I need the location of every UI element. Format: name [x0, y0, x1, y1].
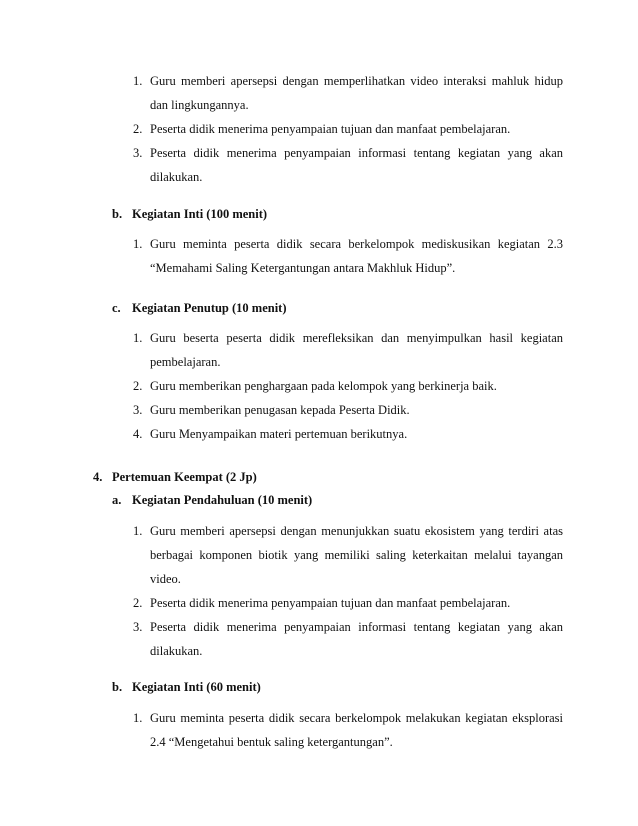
section-title: Kegiatan Pendahuluan (10 menit) — [132, 493, 313, 507]
list-item-text: Guru Menyampaikan materi pertemuan berikutnya. — [150, 427, 408, 441]
list-item-text: Guru memberikan penghargaan pada kelompok yang berkinerja baik. — [150, 379, 497, 393]
section-title: Kegiatan Penutup (10 menit) — [132, 301, 287, 315]
meeting-title: Pertemuan Keempat (2 Jp) — [112, 470, 257, 484]
list-item-text: Peserta didik menerima penyampaian informasi tentang kegiatan yang akan dilakukan. — [150, 146, 563, 184]
section-letter: a. — [112, 493, 122, 507]
list-item-number: 1. — [133, 237, 143, 251]
list-item-text: Guru memberikan penugasan kepada Peserta Didik. — [150, 403, 410, 417]
list-item-number: 2. — [133, 596, 143, 610]
list-item — [133, 519, 563, 591]
section-letter: b. — [112, 680, 123, 694]
list-item — [133, 232, 563, 280]
list-item-text: Peserta didik menerima penyampaian tujuan dan manfaat pembelajaran. — [150, 122, 511, 136]
meeting-number: 4. — [93, 470, 103, 484]
list-item — [133, 326, 563, 374]
kegiatan-penutup-list — [133, 326, 563, 446]
kegiatan-inti-60-list — [133, 706, 563, 754]
pendahuluan-list — [133, 69, 563, 189]
list-item — [133, 374, 563, 398]
list-item-number: 2. — [133, 122, 143, 136]
list-item — [133, 615, 563, 663]
list-item-text: Guru beserta peserta didik merefleksikan dan menyimpulkan hasil kegiatan pembelajaran. — [150, 331, 563, 369]
kegiatan-pendahuluan-list — [133, 519, 563, 663]
list-item — [133, 591, 563, 615]
list-item-number: 3. — [133, 146, 143, 160]
list-item-text: Guru meminta peserta didik secara berkelompok melakukan kegiatan eksplorasi 2.4 “Mengetahui bentuk saling ketergantungan”. — [150, 711, 563, 749]
meeting-heading-pertemuan-keempat — [93, 467, 257, 487]
list-item-number: 3. — [133, 620, 143, 634]
section-title: Kegiatan Inti (60 menit) — [132, 680, 261, 694]
section-letter: c. — [112, 301, 121, 315]
list-item-number: 1. — [133, 331, 143, 345]
list-item — [133, 69, 563, 117]
list-item-text: Guru memberi apersepsi dengan menunjukkan suatu ekosistem yang terdiri atas berbagai komponen biotik yang memiliki saling keterkaitan melalui tayangan video. — [150, 524, 563, 586]
section-heading-kegiatan-inti-60 — [112, 677, 261, 697]
kegiatan-inti-list — [133, 232, 563, 280]
list-item — [133, 398, 563, 422]
list-item-text: Peserta didik menerima penyampaian tujuan dan manfaat pembelajaran. — [150, 596, 511, 610]
section-heading-kegiatan-pendahuluan — [112, 490, 312, 510]
list-item — [133, 117, 563, 141]
list-item-text: Peserta didik menerima penyampaian informasi tentang kegiatan yang akan dilakukan. — [150, 620, 563, 658]
list-item-number: 3. — [133, 403, 143, 417]
list-item-number: 1. — [133, 74, 143, 88]
list-item-number: 2. — [133, 379, 143, 393]
list-item-number: 1. — [133, 524, 143, 538]
list-item — [133, 706, 563, 754]
list-item-number: 1. — [133, 711, 143, 725]
list-item — [133, 422, 563, 446]
section-title: Kegiatan Inti (100 menit) — [132, 207, 268, 221]
section-letter: b. — [112, 207, 123, 221]
list-item-text: Guru memberi apersepsi dengan memperlihatkan video interaksi mahluk hidup dan lingkungannya. — [150, 74, 563, 112]
list-item-text: Guru meminta peserta didik secara berkelompok mediskusikan kegiatan 2.3 “Memahami Saling Ketergantungan antara Makhluk Hidup”. — [150, 237, 563, 275]
section-heading-kegiatan-penutup — [112, 298, 287, 318]
list-item — [133, 141, 563, 189]
section-heading-kegiatan-inti — [112, 204, 267, 224]
list-item-number: 4. — [133, 427, 143, 441]
